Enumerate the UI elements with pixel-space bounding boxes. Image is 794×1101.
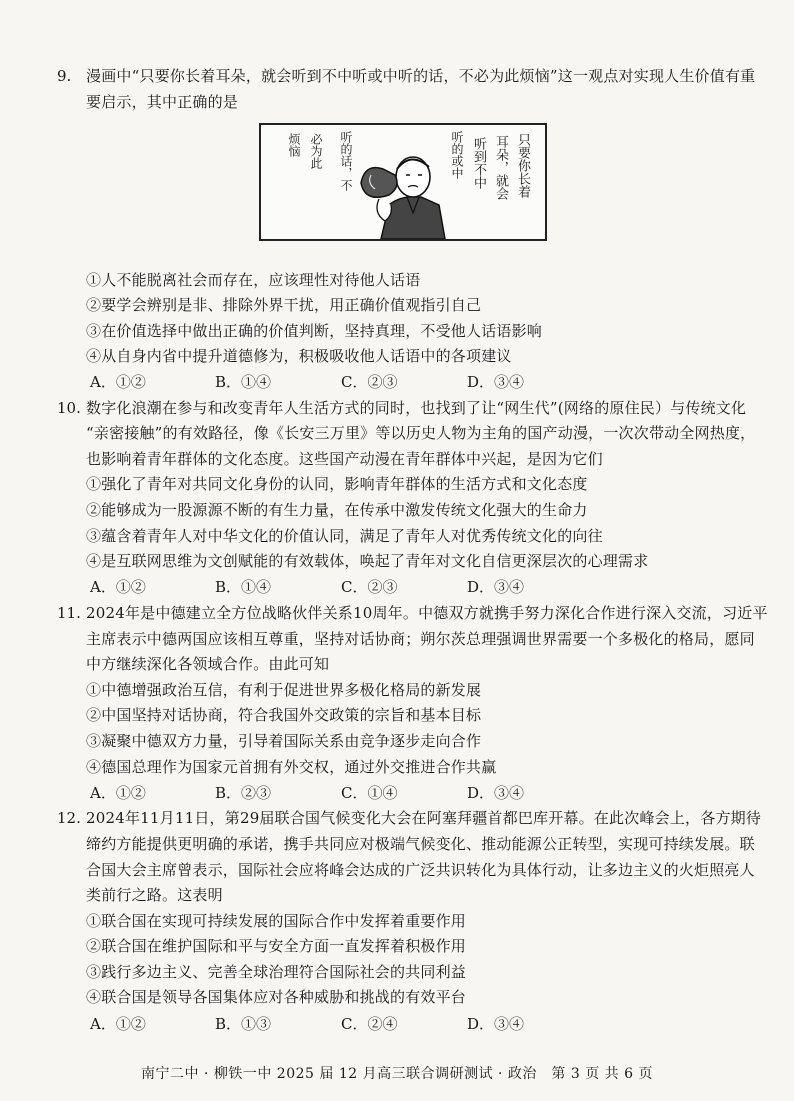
- choice-a: A．①②: [90, 578, 146, 596]
- question-stem-line: 类前行之路。这表明: [86, 886, 223, 904]
- choice-d: D．③④: [467, 373, 525, 391]
- speech-column: 必为此: [309, 133, 323, 169]
- choice-a: A．①②: [90, 1015, 146, 1033]
- question-stem-line: 2024年11月11日，第29届联合国气候变化大会在阿塞拜疆首都巴库开幕。在此次峰会上，各方期待: [86, 809, 762, 827]
- speech-column: 烦恼: [287, 133, 301, 157]
- option-statement: ④德国总理作为国家元首拥有外交权，通过外交推进合作共赢: [86, 758, 497, 776]
- option-statement: ③蕴含着青年人对中华文化的价值认同，满足了青年人对优秀传统文化的向往: [86, 527, 603, 545]
- choice-c: C．①④: [341, 784, 398, 802]
- question-number: 11.: [57, 604, 81, 622]
- speech-column: 听的话，不: [339, 131, 353, 191]
- question-stem-line: 2024年是中德建立全方位战略伙伴关系10周年。中德双方就携手努力深化合作进行深入交流，习近平: [86, 604, 768, 622]
- option-statement: ④是互联网思维为文创赋能的有效载体，唤起了青年对文化自信更深层次的心理需求: [86, 552, 649, 570]
- speech-column: 耳朵，就会: [493, 135, 508, 200]
- question-number: 9.: [57, 67, 72, 85]
- choice-b: B．①④: [215, 578, 272, 596]
- option-statement: ①强化了青年对共同文化身份的认同，影响青年群体的生活方式和文化态度: [86, 475, 588, 493]
- question-stem-line: “亲密接触”的有效路径，像《长安三万里》等以历史人物为主角的国产动漫，一次次带动全网热度，: [86, 424, 756, 442]
- question-stem-line: 也影响着青年群体的文化态度。这些国产动漫在青年群体中兴起，是因为它们: [86, 450, 603, 468]
- option-statement: ④联合国是领导各国集体应对各种威胁和挑战的有效平台: [86, 988, 467, 1006]
- option-statement: ④从自身内省中提升道德修为，积极吸收他人话语中的各项建议: [86, 347, 512, 365]
- speech-column: 听到不中: [471, 137, 486, 189]
- option-statement: ①联合国在实现可持续发展的国际合作中发挥着重要作用: [86, 912, 467, 930]
- option-statement: ③在价值选择中做出正确的价值判断，坚持真理，不受他人话语影响: [86, 322, 543, 340]
- speech-column: 听的或中: [450, 131, 464, 179]
- choice-d: D．③④: [467, 1015, 525, 1033]
- question-stem-line: 要启示，其中正确的是: [86, 93, 239, 111]
- option-statement: ②中国坚持对话协商，符合我国外交政策的宗旨和基本目标: [86, 706, 482, 724]
- option-statement: ②联合国在维护国际和平与安全方面一直发挥着积极作用: [86, 937, 467, 955]
- choice-b: B．②③: [215, 784, 272, 802]
- choice-a: A．①②: [90, 373, 146, 391]
- question-stem-line: 漫画中“只要你长着耳朵，就会听到不中听或中听的话，不必为此烦恼”这一观点对实现人生价值有重: [86, 67, 756, 85]
- option-statement: ①中德增强政治互信，有利于促进世界多极化格局的新发展: [86, 681, 482, 699]
- speech-column: 只要你长着: [515, 133, 530, 198]
- question-stem-line: 数字化浪潮在参与和改变青年人生活方式的同时，也找到了让“网生代”(网络的原住民）与传统文化: [86, 399, 747, 417]
- choice-c: C．②③: [341, 373, 398, 391]
- choice-b: B．①③: [215, 1015, 272, 1033]
- option-statement: ②能够成为一股源源不断的有生力量，在传承中激发传统文化强大的生命力: [86, 501, 588, 519]
- question-number: 10.: [57, 399, 81, 417]
- option-statement: ③凝聚中德双方力量，引导着国际关系由竞争逐步走向合作: [86, 732, 482, 750]
- choice-c: C．②③: [341, 578, 398, 596]
- question-stem-line: 合国大会主席曾表示，国际社会应将峰会达成的广泛共识转化为具体行动，让多边主义的火炬照亮人: [86, 861, 755, 879]
- question-stem-line: 中方继续深化各领域合作。由此可知: [86, 655, 330, 673]
- question-stem-line: 主席表示中德两国应该相互尊重，坚持对话协商；朔尔茨总理强调世界需要一个多极化的格局，愿同: [86, 630, 755, 648]
- option-statement: ③践行多边主义、完善全球治理符合国际社会的共同利益: [86, 963, 467, 981]
- choice-d: D．③④: [467, 578, 525, 596]
- page-footer: 南宁二中 · 柳铁一中 2025 届 12 月高三联合调研测试 · 政治 第 3 页 共 6 页: [140, 1066, 653, 1082]
- question-number: 12.: [57, 809, 81, 827]
- choice-c: C．②④: [341, 1015, 398, 1033]
- choice-b: B．①④: [215, 373, 272, 391]
- speech-text: [261, 125, 545, 239]
- cartoon-image: [259, 123, 547, 241]
- option-statement: ②要学会辨别是非、排除外界干扰，用正确价值观指引自己: [86, 296, 482, 314]
- option-statement: ①人不能脱离社会而存在，应该理性对待他人话语: [86, 271, 421, 289]
- choice-a: A．①②: [90, 784, 146, 802]
- choice-d: D．③④: [467, 784, 525, 802]
- question-stem-line: 缔约方能提供更明确的承诺，携手共同应对极端气候变化、推动能源公正转型，实现可持续发展。联: [86, 835, 755, 853]
